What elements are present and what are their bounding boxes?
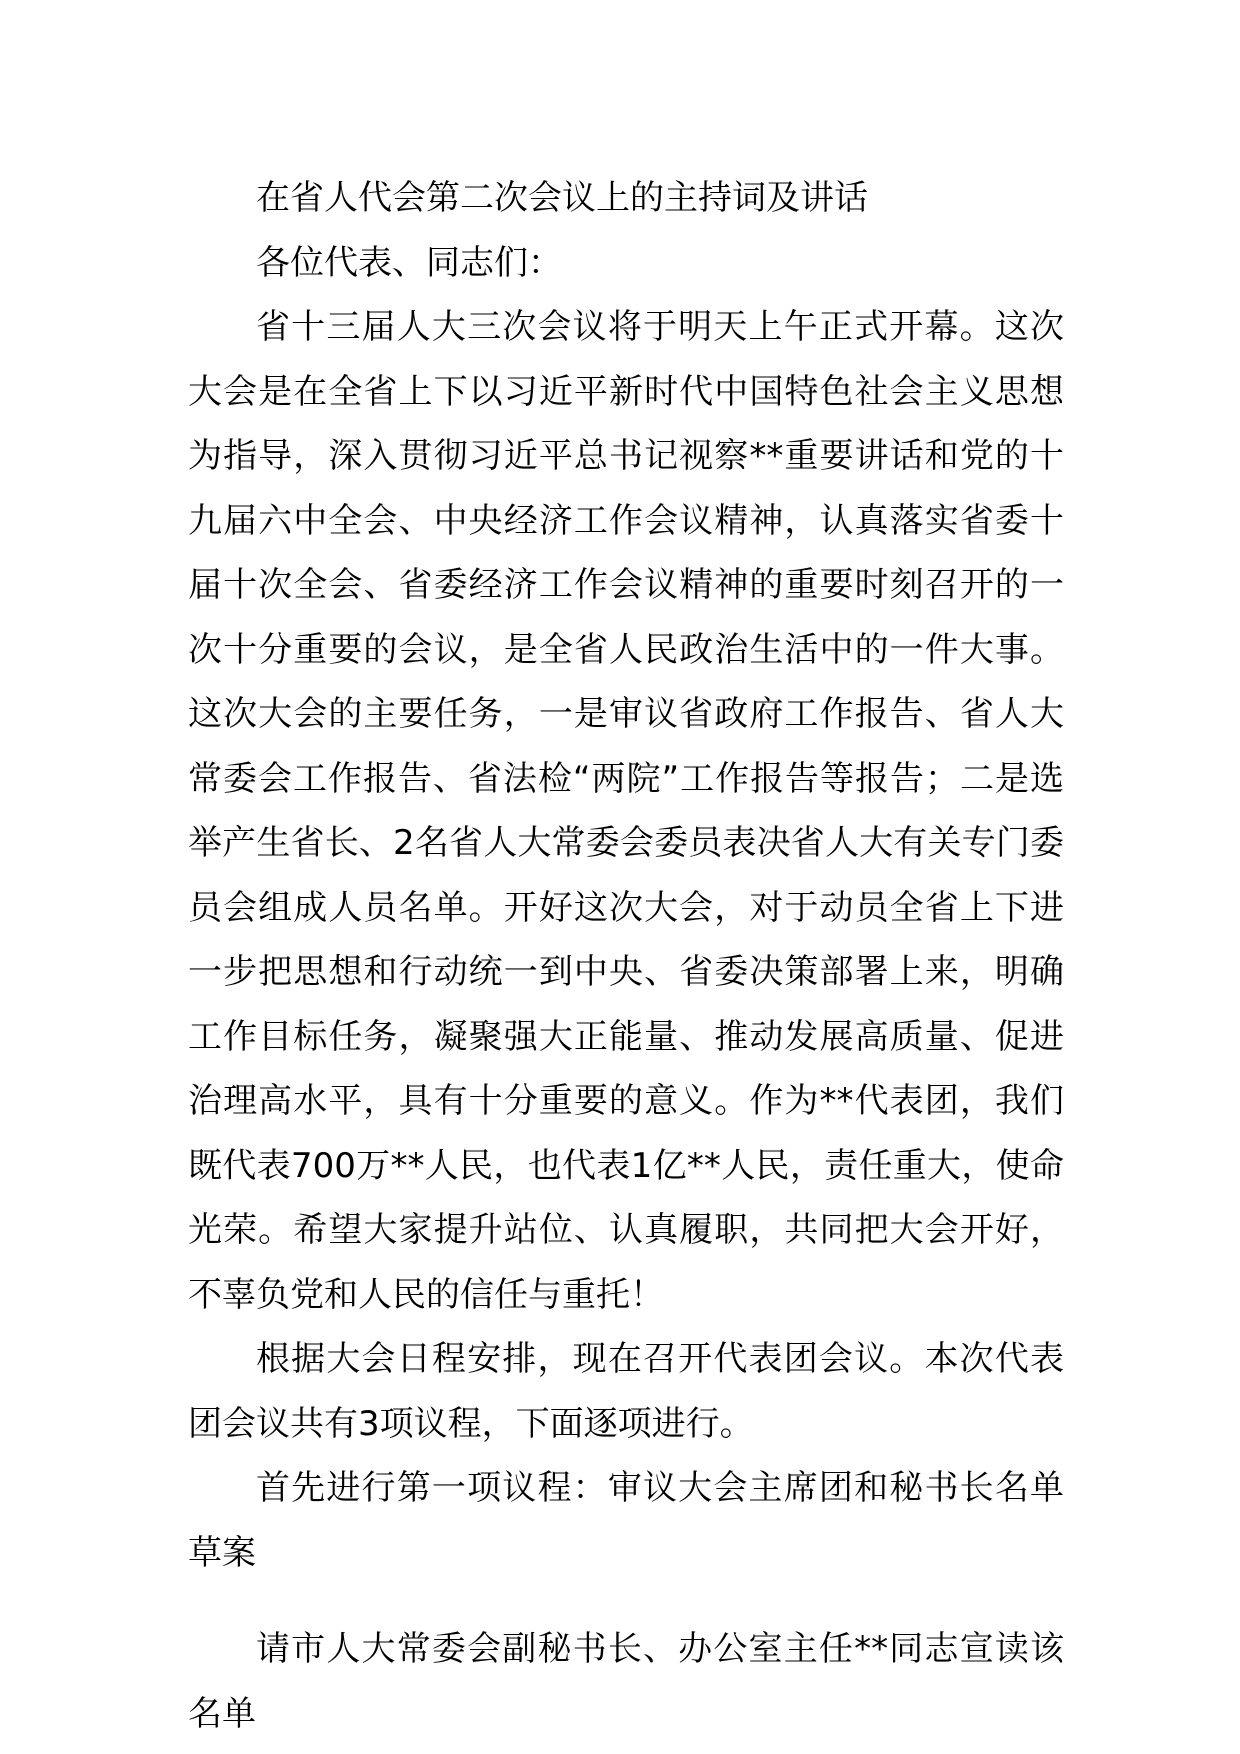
salutation: 各位代表、同志们： [256,242,562,283]
paragraph-reading-request: 请市人大常委会副秘书长、办公室主任**同志宣读该名单 [188,1629,1064,1734]
paragraph-opening-remarks: 省十三届人大三次会议将于明天上午正式开幕。这次大会是在全省上下以习近平新时代中国特色社会主义思想为指导，深入贯彻习近平总书记视察**重要讲话和党的十九届六中全会、中央经济工作会议精神，认真落实省委十届十次全会、省委经济工作会议精神的重要时刻召开的一次十分重要的会议，是全省人民政治生活中的一件大事。这次大会的主要任务，一是审议省政府工作报告、省人大常委会工作报告、省法检“两院”工作报告等报告；二是选举产生省长、2名省人大常委会委员表决省人大有关专门委员会组成人员名单。开好这次大会，对于动员全省上下进一步把思想和行动统一到中央、省委决策部署上来，明确工作目标任务，凝聚强大正能量、推动发展高质量、促进治理高水平，具有十分重要的意义。作为**代表团，我们既代表700万**人民，也代表1亿**人民，责任重大，使命光荣。希望大家提升站位、认真履职，共同把大会开好，不辜负党和人民的信任与重托！ [188,307,1064,1315]
document-body [188,166,1064,1746]
document-title: 在省人代会第二次会议上的主持词及讲话 [256,178,868,218]
paragraph-agenda-intro: 根据大会日程安排，现在召开代表团会议。本次代表团会议共有3项议程，下面逐项进行。 [188,1339,1064,1444]
paragraph-first-agenda-item: 首先进行第一项议程：审议大会主席团和秘书长名单草案 [188,1468,1064,1573]
